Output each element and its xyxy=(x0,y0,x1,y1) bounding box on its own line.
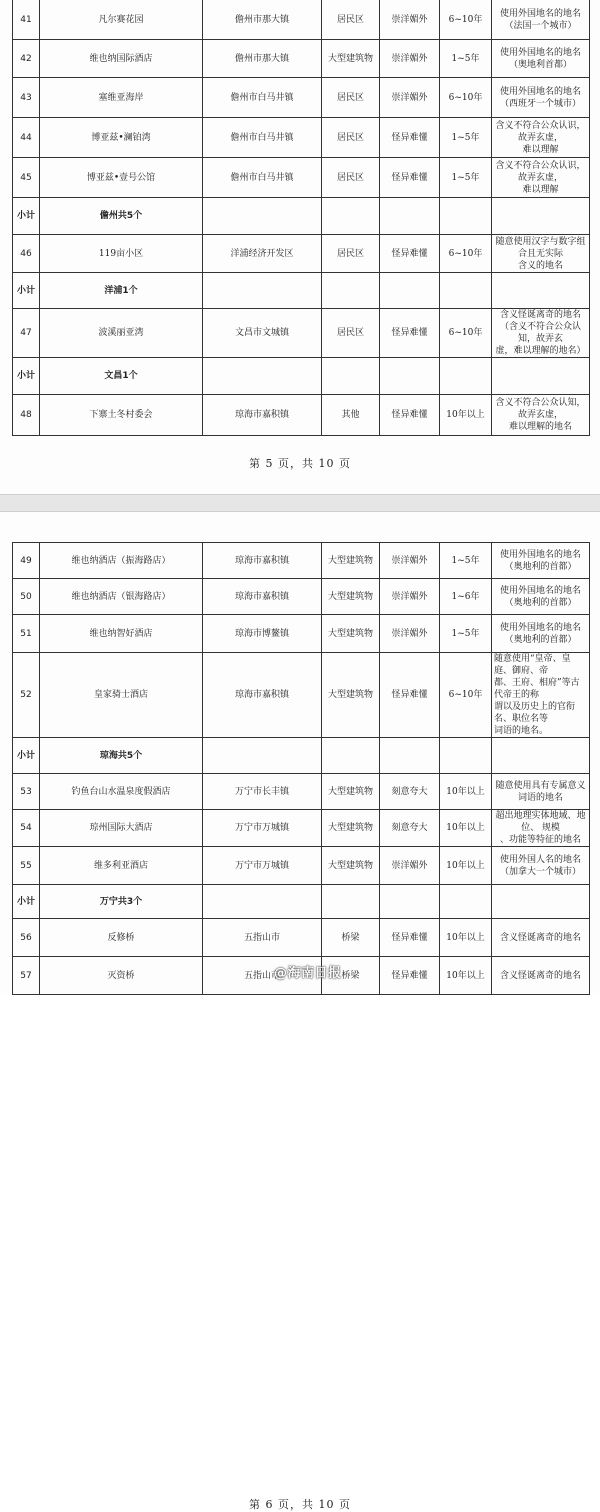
empty-cell xyxy=(380,738,440,774)
row-number-cell: 46 xyxy=(13,235,40,273)
reason-line: 使用外国地名的地名 xyxy=(499,47,581,58)
row-number-cell: 57 xyxy=(13,957,40,995)
empty-cell xyxy=(492,198,590,235)
table-row xyxy=(13,309,590,358)
location-cell: 儋州市白马井镇 xyxy=(203,78,322,118)
place-name-cell: 维也纳国际酒店 xyxy=(40,40,203,78)
table-row xyxy=(13,543,590,579)
reason-cell xyxy=(492,395,590,436)
reason-cell xyxy=(492,235,590,273)
empty-cell xyxy=(380,273,440,309)
category-cell: 居民区 xyxy=(322,78,380,118)
empty-cell xyxy=(322,738,380,774)
subtotal-text: 文昌1个 xyxy=(40,358,203,395)
issue-type-cell: 怪异难懂 xyxy=(380,309,440,358)
reason-line: 随意使用具有专属意义词语的地名 xyxy=(495,780,586,803)
reason-cell xyxy=(492,615,590,653)
table-row xyxy=(13,810,590,847)
row-number-cell: 53 xyxy=(13,774,40,810)
empty-cell xyxy=(203,738,322,774)
row-number-cell: 48 xyxy=(13,395,40,436)
duration-cell: 6~10年 xyxy=(440,0,492,40)
duration-cell: 10年以上 xyxy=(440,810,492,847)
reason-cell xyxy=(492,40,590,78)
empty-cell xyxy=(203,273,322,309)
category-cell: 大型建筑物 xyxy=(322,40,380,78)
duration-cell: 1~5年 xyxy=(440,543,492,579)
empty-cell xyxy=(440,273,492,309)
location-cell: 万宁市长丰镇 xyxy=(203,774,322,810)
table-row xyxy=(13,0,590,40)
issue-type-cell: 怪异难懂 xyxy=(380,395,440,436)
issue-type-cell: 崇洋媚外 xyxy=(380,615,440,653)
reason-line: （加拿大一个城市） xyxy=(499,866,581,877)
subtotal-text: 洋浦1个 xyxy=(40,273,203,309)
reason-cell xyxy=(492,847,590,885)
row-number-cell: 54 xyxy=(13,810,40,847)
place-name-cell: 钓鱼台山水温泉度假酒店 xyxy=(40,774,203,810)
place-name-cell: 波溪丽亚湾 xyxy=(40,309,203,358)
row-number-cell: 43 xyxy=(13,78,40,118)
empty-cell xyxy=(492,885,590,919)
subtotal-row xyxy=(13,198,590,235)
empty-cell xyxy=(322,273,380,309)
reason-line: 含义怪诞离奇的地名 xyxy=(499,970,581,981)
subtotal-text: 万宁共3个 xyxy=(40,885,203,919)
empty-cell xyxy=(492,738,590,774)
reason-line: 超出地理实体地域、地位、 规模 xyxy=(495,811,586,833)
issue-type-cell: 崇洋媚外 xyxy=(380,78,440,118)
table-row xyxy=(13,774,590,810)
subtotal-row xyxy=(13,738,590,774)
subtotal-label: 小计 xyxy=(13,885,40,919)
row-number-cell: 51 xyxy=(13,615,40,653)
subtotal-label: 小计 xyxy=(13,198,40,235)
category-cell: 大型建筑物 xyxy=(322,810,380,847)
row-number-cell: 55 xyxy=(13,847,40,885)
reason-line: （奥地利首都） xyxy=(508,59,572,70)
duration-cell: 1~5年 xyxy=(440,615,492,653)
reason-line: 词语的地名。 xyxy=(494,726,549,736)
reason-line: 含义不符合公众认知，故弄玄虚， xyxy=(495,398,586,420)
category-cell: 大型建筑物 xyxy=(322,579,380,615)
reason-line: 含义怪诞离奇的地名 xyxy=(499,310,581,320)
reason-line: （含义不符合公众认知，故弄玄 xyxy=(499,322,581,344)
reason-line: 、功能等特征的地名 xyxy=(499,835,581,845)
table-row xyxy=(13,78,590,118)
row-number-cell: 56 xyxy=(13,919,40,957)
issue-type-cell: 崇洋媚外 xyxy=(380,847,440,885)
place-name-cell: 灭资桥 xyxy=(40,957,203,995)
place-name-table-page-6 xyxy=(12,542,590,995)
empty-cell xyxy=(492,358,590,395)
duration-cell: 1~6年 xyxy=(440,579,492,615)
subtotal-row xyxy=(13,885,590,919)
place-name-cell: 博亚兹•壹号公馆 xyxy=(40,158,203,198)
reason-line: 难以理解的地名 xyxy=(508,422,572,432)
category-cell: 大型建筑物 xyxy=(322,615,380,653)
reason-line: （奥地利的首都） xyxy=(504,634,577,645)
issue-type-cell: 怪异难懂 xyxy=(380,158,440,198)
table-row xyxy=(13,40,590,78)
watermark: @海南日报 xyxy=(274,966,342,981)
issue-type-cell: 刻意夸大 xyxy=(380,810,440,847)
document-page-5 xyxy=(0,0,600,494)
reason-line: 含义不符合公众认识，故弄玄虚， xyxy=(495,160,586,183)
row-number-cell: 42 xyxy=(13,40,40,78)
subtotal-label: 小计 xyxy=(13,273,40,309)
place-name-cell: 博亚兹•澜铂湾 xyxy=(40,118,203,158)
reason-cell xyxy=(492,653,590,738)
location-cell: 琼海市嘉积镇 xyxy=(203,653,322,738)
reason-line: 都、王府、相府”等古代帝王的称 xyxy=(494,678,580,700)
subtotal-row xyxy=(13,273,590,309)
reason-line: 虚，难以理解的地名） xyxy=(495,346,586,356)
empty-cell xyxy=(322,198,380,235)
issue-type-cell: 崇洋媚外 xyxy=(380,543,440,579)
issue-type-cell: 怪异难懂 xyxy=(380,957,440,995)
duration-cell: 6~10年 xyxy=(440,78,492,118)
subtotal-text: 儋州共5个 xyxy=(40,198,203,235)
empty-cell xyxy=(492,273,590,309)
duration-cell: 1~5年 xyxy=(440,158,492,198)
category-cell: 居民区 xyxy=(322,0,380,40)
page-number-footer: 第 5 页，共 10 页 xyxy=(249,457,351,470)
table-row xyxy=(13,235,590,273)
duration-cell: 6~10年 xyxy=(440,653,492,738)
reason-line: 随意使用汉字与数字组合且无实际 xyxy=(495,236,586,259)
issue-type-cell: 怪异难懂 xyxy=(380,919,440,957)
row-number-cell: 45 xyxy=(13,158,40,198)
table-row xyxy=(13,847,590,885)
reason-cell xyxy=(492,579,590,615)
category-cell: 大型建筑物 xyxy=(322,653,380,738)
location-cell: 儋州市白马井镇 xyxy=(203,158,322,198)
location-cell: 儋州市那大镇 xyxy=(203,0,322,40)
reason-line: 使用外国地名的地名 xyxy=(499,622,581,633)
issue-type-cell: 怪异难懂 xyxy=(380,118,440,158)
place-name-cell: 维也纳智好酒店 xyxy=(40,615,203,653)
subtotal-label: 小计 xyxy=(13,738,40,774)
category-cell: 居民区 xyxy=(322,235,380,273)
reason-line: 使用外国地名的地名 xyxy=(499,549,581,560)
duration-cell: 10年以上 xyxy=(440,774,492,810)
row-number-cell: 47 xyxy=(13,309,40,358)
place-name-cell: 反修桥 xyxy=(40,919,203,957)
reason-line: 谓以及历史上的官衔名、职位名等 xyxy=(494,702,576,724)
reason-line: 含义的地名 xyxy=(517,260,563,271)
empty-cell xyxy=(440,738,492,774)
duration-cell: 6~10年 xyxy=(440,235,492,273)
duration-cell: 10年以上 xyxy=(440,919,492,957)
reason-cell xyxy=(492,957,590,995)
empty-cell xyxy=(203,885,322,919)
table-row xyxy=(13,118,590,158)
location-cell: 万宁市万城镇 xyxy=(203,847,322,885)
location-cell: 文昌市文城镇 xyxy=(203,309,322,358)
reason-line: 难以理解 xyxy=(522,144,559,155)
duration-cell: 10年以上 xyxy=(440,395,492,436)
place-name-cell: 皇家骑士酒店 xyxy=(40,653,203,738)
issue-type-cell: 崇洋媚外 xyxy=(380,0,440,40)
duration-cell: 10年以上 xyxy=(440,957,492,995)
row-number-cell: 49 xyxy=(13,543,40,579)
reason-line: （法国一个城市） xyxy=(504,20,577,31)
category-cell: 桥梁 xyxy=(322,919,380,957)
subtotal-row xyxy=(13,358,590,395)
reason-cell xyxy=(492,158,590,198)
subtotal-label: 小计 xyxy=(13,358,40,395)
empty-cell xyxy=(380,198,440,235)
document-page-6 xyxy=(0,512,600,1511)
location-cell: 琼海市嘉积镇 xyxy=(203,579,322,615)
place-name-cell: 维多利亚酒店 xyxy=(40,847,203,885)
row-number-cell: 41 xyxy=(13,0,40,40)
category-cell: 大型建筑物 xyxy=(322,847,380,885)
table-row xyxy=(13,579,590,615)
subtotal-text: 琼海共5个 xyxy=(40,738,203,774)
reason-cell xyxy=(492,309,590,358)
category-cell: 大型建筑物 xyxy=(322,774,380,810)
reason-cell xyxy=(492,543,590,579)
location-cell: 五指山市 xyxy=(203,957,322,995)
location-cell: 万宁市万城镇 xyxy=(203,810,322,847)
reason-line: 使用外国地名的地名 xyxy=(499,86,581,97)
place-name-cell: 凡尔赛花园 xyxy=(40,0,203,40)
duration-cell: 6~10年 xyxy=(440,309,492,358)
reason-line: 含义怪诞离奇的地名 xyxy=(499,932,581,943)
reason-line: 含义不符合公众认识，故弄玄虚， xyxy=(495,120,586,143)
place-name-cell: 琼州国际大酒店 xyxy=(40,810,203,847)
category-cell: 桥梁 xyxy=(322,957,380,995)
empty-cell xyxy=(322,358,380,395)
location-cell: 琼海市博鳌镇 xyxy=(203,615,322,653)
category-cell: 居民区 xyxy=(322,118,380,158)
reason-cell xyxy=(492,919,590,957)
reason-line: （西班牙一个城市） xyxy=(499,98,581,109)
empty-cell xyxy=(322,885,380,919)
empty-cell xyxy=(380,885,440,919)
empty-cell xyxy=(203,198,322,235)
reason-line: 难以理解 xyxy=(522,184,559,195)
reason-line: 随意使用“皇帝、皇庭、御府、帝 xyxy=(494,654,571,676)
page-separator xyxy=(0,494,600,512)
empty-cell xyxy=(440,358,492,395)
reason-line: （奥地利的首都） xyxy=(504,561,577,572)
reason-cell xyxy=(492,810,590,847)
table-row xyxy=(13,158,590,198)
location-cell: 琼海市嘉积镇 xyxy=(203,395,322,436)
reason-cell xyxy=(492,78,590,118)
reason-cell xyxy=(492,0,590,40)
issue-type-cell: 刻意夸大 xyxy=(380,774,440,810)
place-name-cell: 维也纳酒店（银海路店） xyxy=(40,579,203,615)
location-cell: 五指山市 xyxy=(203,919,322,957)
reason-line: 使用外国地名的地名 xyxy=(499,8,581,19)
table-row xyxy=(13,395,590,436)
row-number-cell: 50 xyxy=(13,579,40,615)
empty-cell xyxy=(440,198,492,235)
row-number-cell: 52 xyxy=(13,653,40,738)
reason-cell xyxy=(492,118,590,158)
duration-cell: 10年以上 xyxy=(440,847,492,885)
table-row xyxy=(13,919,590,957)
reason-cell xyxy=(492,774,590,810)
location-cell: 儋州市白马井镇 xyxy=(203,118,322,158)
category-cell: 大型建筑物 xyxy=(322,543,380,579)
place-name-table-page-5 xyxy=(12,0,590,436)
category-cell: 居民区 xyxy=(322,309,380,358)
duration-cell: 1~5年 xyxy=(440,118,492,158)
location-cell: 洋浦经济开发区 xyxy=(203,235,322,273)
empty-cell xyxy=(380,358,440,395)
reason-line: （奥地利的首都） xyxy=(504,597,577,608)
duration-cell: 1~5年 xyxy=(440,40,492,78)
empty-cell xyxy=(203,358,322,395)
place-name-cell: 维也纳酒店（振海路店） xyxy=(40,543,203,579)
row-number-cell: 44 xyxy=(13,118,40,158)
category-cell: 居民区 xyxy=(322,158,380,198)
location-cell: 儋州市那大镇 xyxy=(203,40,322,78)
category-cell: 其他 xyxy=(322,395,380,436)
page-number-footer: 第 6 页，共 10 页 xyxy=(249,1498,351,1511)
table-row xyxy=(13,615,590,653)
issue-type-cell: 怪异难懂 xyxy=(380,653,440,738)
table-row xyxy=(13,653,590,738)
place-name-cell: 塞维亚海岸 xyxy=(40,78,203,118)
location-cell: 琼海市嘉积镇 xyxy=(203,543,322,579)
issue-type-cell: 崇洋媚外 xyxy=(380,579,440,615)
issue-type-cell: 崇洋媚外 xyxy=(380,40,440,78)
place-name-cell: 下寨土冬村委会 xyxy=(40,395,203,436)
place-name-cell: 119亩小区 xyxy=(40,235,203,273)
issue-type-cell: 怪异难懂 xyxy=(380,235,440,273)
reason-line: 使用外国地名的地名 xyxy=(499,585,581,596)
empty-cell xyxy=(440,885,492,919)
reason-line: 使用外国人名的地名 xyxy=(499,854,581,865)
